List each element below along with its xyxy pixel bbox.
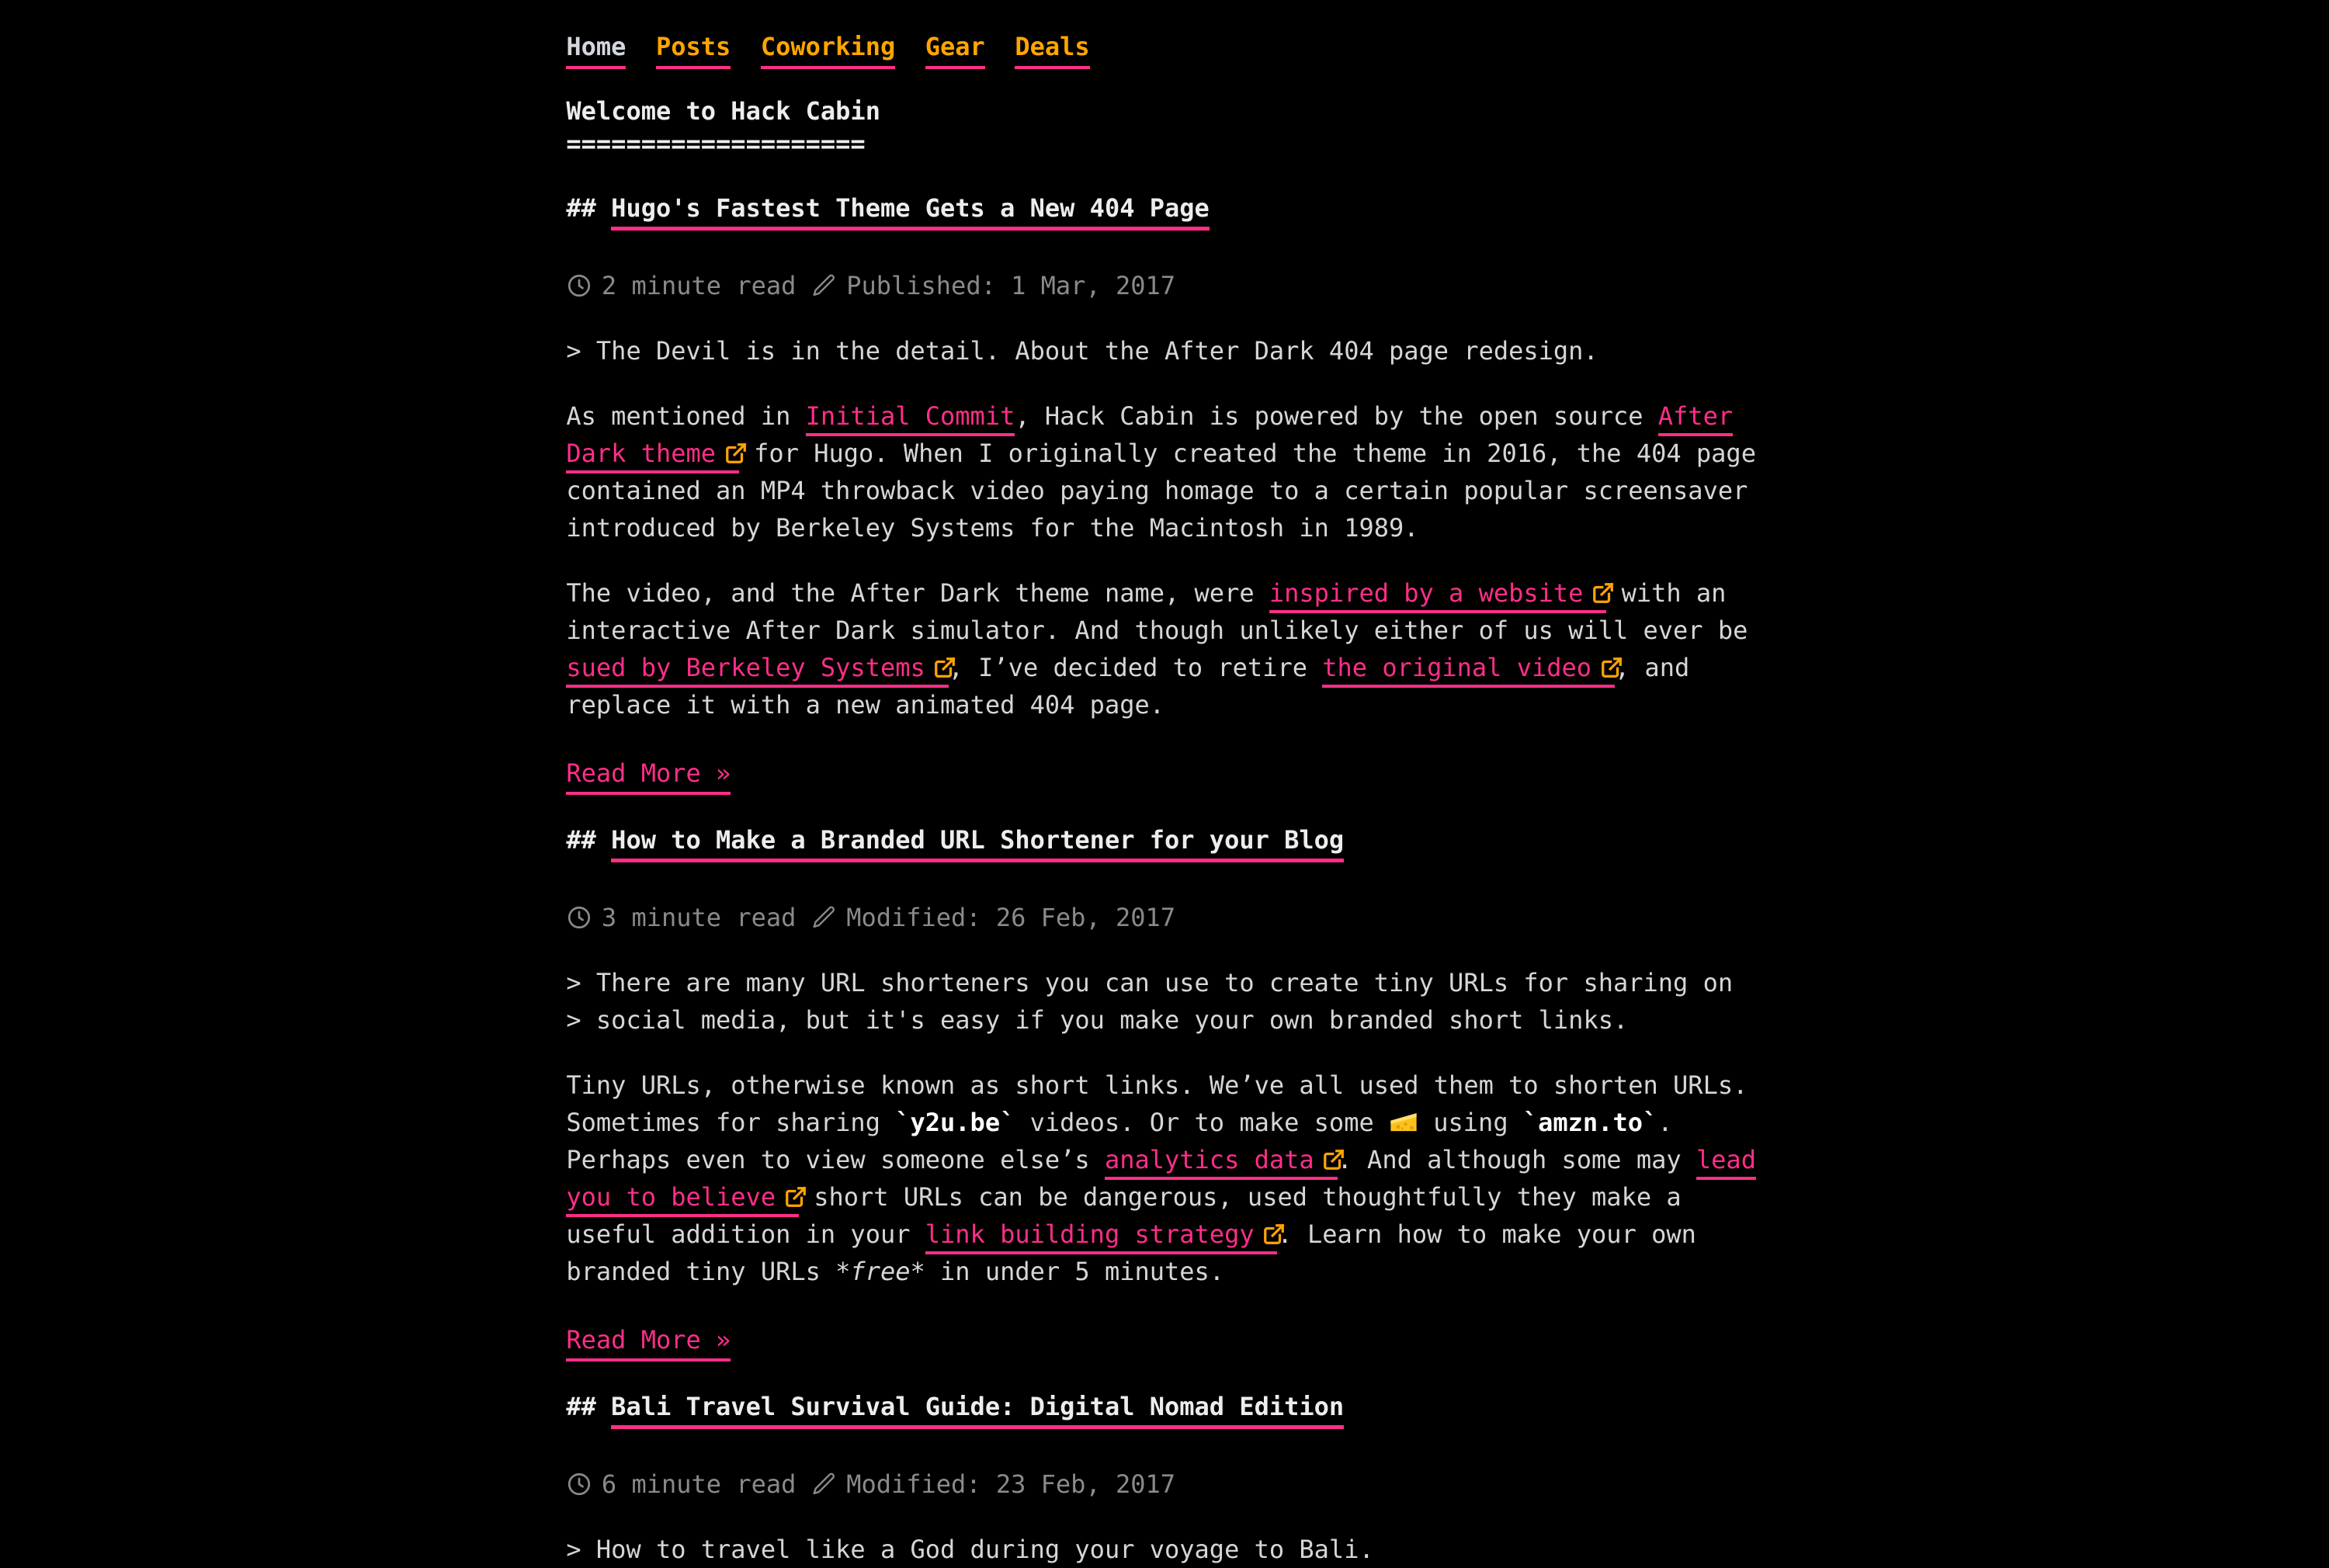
inline-external-link[interactable]: analytics data <box>1105 1145 1338 1180</box>
inline-external-link[interactable]: sued by Berkeley Systems <box>566 653 948 688</box>
site-header <box>566 95 1762 160</box>
post-summary <box>566 189 1762 792</box>
external-link-icon <box>1322 1141 1337 1178</box>
inline-external-link[interactable]: link building strategy <box>925 1219 1278 1254</box>
site-title: Welcome to Hack Cabin <box>566 96 880 126</box>
heading-hash-prefix: ## <box>566 1392 612 1421</box>
external-link-icon <box>1591 574 1606 612</box>
blockquote-line: > social media, but it's easy if you make your own branded short links. <box>566 1005 1629 1035</box>
nav-link-coworking[interactable]: Coworking <box>761 32 895 69</box>
post-heading <box>566 189 1762 227</box>
emphasis-text: *free* <box>835 1257 925 1286</box>
inline-external-link[interactable]: inspired by a website <box>1269 578 1606 613</box>
cheese-emoji <box>1389 1104 1418 1141</box>
heading-hash-prefix: ## <box>566 193 612 223</box>
pencil-icon <box>811 267 838 304</box>
read-time: 3 minute read <box>601 903 797 932</box>
post-heading <box>566 1388 1762 1425</box>
clock-icon <box>566 899 592 936</box>
read-more-wrap <box>566 755 1762 792</box>
external-link-icon <box>784 1178 799 1216</box>
post-meta <box>566 1466 1762 1503</box>
inline-link[interactable]: Initial Commit <box>806 401 1015 436</box>
post-list <box>566 189 1762 1568</box>
post-heading <box>566 821 1762 859</box>
external-link-icon <box>1262 1216 1277 1253</box>
post-blockquote <box>566 332 1762 369</box>
site-title-underline: ==================== <box>566 129 866 158</box>
external-link-icon <box>933 649 948 686</box>
read-more-link[interactable]: Read More » <box>566 1325 731 1362</box>
inline-external-link[interactable]: lead you to believe <box>566 1145 1756 1217</box>
clock-icon <box>566 1466 592 1503</box>
read-more-wrap <box>566 1321 1762 1358</box>
inline-code: `y2u.be` <box>895 1108 1015 1137</box>
post-title-link[interactable]: Bali Travel Survival Guide: Digital Nomad Edition <box>611 1392 1344 1429</box>
post-blockquote <box>566 1531 1762 1568</box>
post-title-link[interactable]: How to Make a Branded URL Shortener for your Blog <box>611 825 1344 862</box>
post-paragraph: As mentioned in Initial Commit, Hack Cabin is powered by the open source After Dark theme for Hugo. When I originally created the theme in 2016, the 404 page contained an MP4 throwback video paying homage to a certain popular screensaver introduced by Berkeley Systems for the Macintosh in 1989. <box>566 401 1756 543</box>
blockquote-line: > There are many URL shorteners you can use to create tiny URLs for sharing on <box>566 968 1734 997</box>
post-summary <box>566 821 1762 1358</box>
post-meta <box>566 267 1762 304</box>
page <box>566 0 1762 1568</box>
post-title-link[interactable]: Hugo's Fastest Theme Gets a New 404 Page <box>611 193 1210 231</box>
post-paragraph: The video, and the After Dark theme name, were inspired by a website with an interactive After Dark simulator. And though unlikely either of us will ever be sued by Berkeley Systems , I’ve decided to retire the original video , and replace it with a new animated 404 page. <box>566 574 1762 723</box>
external-link-icon <box>1600 649 1615 686</box>
clock-icon <box>566 267 592 304</box>
nav-link-gear[interactable]: Gear <box>925 32 985 69</box>
inline-code: `amzn.to` <box>1522 1108 1658 1137</box>
main-nav <box>566 28 1762 65</box>
post-summary <box>566 1388 1762 1568</box>
read-time: 6 minute read <box>601 1469 797 1499</box>
pencil-icon <box>811 1466 838 1503</box>
heading-hash-prefix: ## <box>566 825 612 855</box>
post-date: Modified: 23 Feb, 2017 <box>846 1469 1176 1499</box>
nav-link-home[interactable]: Home <box>566 32 626 69</box>
nav-link-deals[interactable]: Deals <box>1015 32 1089 69</box>
read-more-link[interactable]: Read More » <box>566 758 731 795</box>
inline-external-link[interactable]: the original video <box>1322 653 1615 688</box>
post-date: Modified: 26 Feb, 2017 <box>846 903 1176 932</box>
pencil-icon <box>811 899 838 936</box>
nav-link-posts[interactable]: Posts <box>656 32 731 69</box>
inline-external-link[interactable]: After Dark theme <box>566 401 1733 474</box>
blockquote-line: > How to travel like a God during your voyage to Bali. <box>566 1535 1374 1564</box>
read-time: 2 minute read <box>601 271 797 300</box>
external-link-icon <box>724 435 739 472</box>
blockquote-line: > The Devil is in the detail. About the After Dark 404 page redesign. <box>566 336 1598 366</box>
post-blockquote <box>566 964 1762 1039</box>
post-date: Published: 1 Mar, 2017 <box>846 271 1176 300</box>
post-meta <box>566 899 1762 936</box>
post-paragraph: Tiny URLs, otherwise known as short links. We’ve all used them to shorten URLs. Sometimes for sharing `y2u.be` videos. Or to make some using `amzn.to`. Perhaps even to view someone else’s analytics data . And although some may lead you to believe short URLs can be dangerous, used thoughtfully they make a useful addition in your link building strategy . Learn how to make your own branded tiny URLs *free* in under 5 minutes. <box>566 1070 1756 1286</box>
